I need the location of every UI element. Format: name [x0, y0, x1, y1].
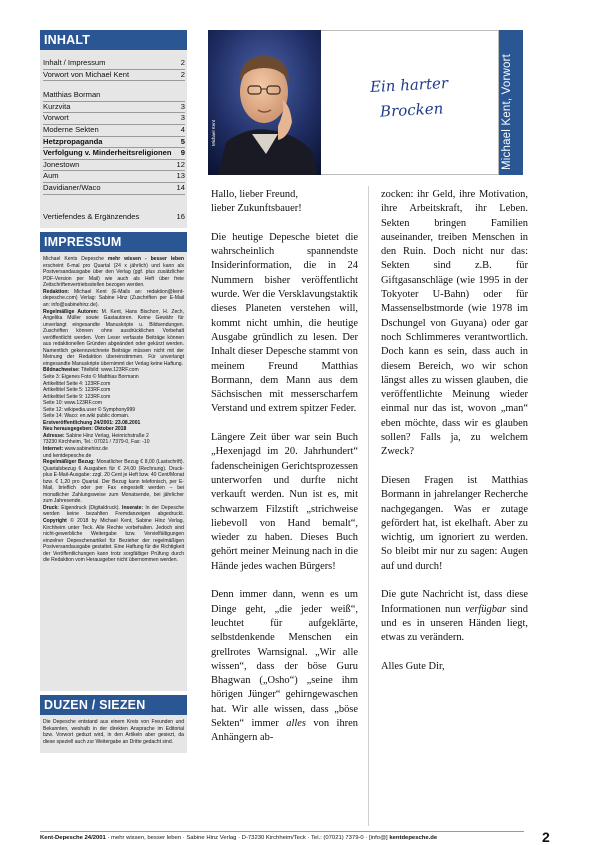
toc-entry	[43, 58, 185, 70]
text-run: www.sabinehinz.de	[63, 445, 108, 452]
impressum-paragraph	[43, 459, 184, 505]
toc-page: 2	[180, 58, 185, 67]
text-run: Artikeltitel Seite 5: 123RF.com	[43, 387, 111, 394]
toc-page: 4	[180, 124, 185, 134]
text-run: Neu herausgegeben: Oktober 2018	[43, 426, 127, 433]
toc-title: Verfolgung v. Minderheitsreligionen	[43, 148, 172, 158]
toc-page: 14	[176, 182, 185, 192]
body-paragraph	[211, 231, 358, 417]
body-paragraph	[211, 188, 358, 217]
text-run: Druck:	[43, 504, 59, 511]
inhalt-heading: INHALT	[40, 30, 187, 50]
toc-title: Moderne Sekten	[43, 124, 99, 134]
text-run: M. Kent, Hans Bischorr, H. Zech, Angelika Müller sowie Gastautoren. Keine Gewähr für unverlangt eingesandte Manuskripte u. Bildsendungen. Zuschriften können ohne ausdrücklichen Vorbehalt veröffentlicht werden. Vom Leser verfasste Beiträge können aus redaktionellen Gründen abgeändert oder gekürzt werden. Namentlich gekennzeichnete Beiträge müssen nicht mit der Meinung der Redaktion übereinstimmen. Für unverlangt eingesandte Manuskripte übernimmt der Verlag keine Haftung.	[43, 308, 184, 367]
text-run: Copyright	[43, 518, 67, 524]
body-column-1	[211, 188, 358, 746]
text-run: Redaktion:	[43, 288, 70, 295]
toc-entry	[43, 137, 185, 149]
impressum-paragraph	[43, 309, 184, 368]
text-run: Seite 3: Eigenes Foto © Matthias Bormann	[43, 373, 139, 380]
sidebar	[40, 30, 187, 753]
toc-entry	[43, 212, 185, 223]
toc-title: Matthias Borman	[43, 90, 101, 100]
toc-spacer	[43, 81, 185, 90]
table-of-contents	[40, 50, 187, 228]
body-paragraph	[381, 188, 528, 460]
author-photo	[208, 30, 321, 175]
body-column-2	[381, 188, 528, 674]
text-run: und kentdepesche.de	[43, 452, 92, 459]
text-run: Sabine Hinz Verlag, Heinrichstraße 2	[64, 432, 149, 439]
text-run: Monatlicher Bezug € 8,00 (Lastschrift). Quartalsbezug 6 Ausgaben für € 24,00 (Rechnung). Druck- plus E-Mail-Ausgabe: zzgl. 20 Cent je Heft bzw. 40 Cent/Monat bzw. € 1,20 pro Quartal. Der Bezug kann telefonisch, per E-Mail, brieflich oder per Fax eingestellt werden – bei monatlicher Zahlungsweise zum Monatsende, bei jährlicher zum Jahresende.	[43, 459, 184, 505]
toc-title: Davidianer/Waco	[43, 182, 101, 192]
text-run: © 2018 by Michael Kent, Sabine Hinz Verlag, Kirchheim unter Teck. Alle Rechte vorbehalten. Jedoch sind nicht-gewerbliche Weitergabe bzw. Vervielfältigungen einzelner Depeschenartikel für Bezieher der regelmäßigen Postversandausgabe gestattet. Eine Haftung für die Richtigkeit der Veröffentlichungen kann trotz sorgfältiger Prüfung durch die Redaktion vom Herausgeber nicht übernommen werden.	[43, 518, 184, 564]
toc-page: 2	[180, 69, 185, 79]
toc-title: Vorwort von Michael Kent	[43, 69, 130, 79]
text-run: Titelbild: www.123RF.com	[79, 367, 139, 374]
text-run: Längere Zeit über war sein Buch „Hexenjagd im 20. Jahrhundert“ fadenscheinigen Gerichtsprozessen unterworfen und durfte nicht verkauft werden. Nun ist es, mit schwarzem Filzstift „strichweise liebevoll von Hand bemalt“, wieder zu haben. Dieses Buch gehört meiner Meinung nach in die Hände jedes wachen Bürgers!	[211, 432, 358, 572]
headline-line-2: Brocken	[379, 99, 444, 121]
toc-page: 16	[176, 211, 185, 221]
toc-title: Vorwort	[43, 113, 69, 123]
text-run: Regelmäßiger Bezug:	[43, 459, 95, 466]
toc-title: Inhalt / Impressum	[43, 58, 106, 67]
toc-entry	[43, 160, 185, 172]
toc-page: 9	[180, 148, 185, 158]
headline-line-1: Ein harter	[369, 73, 449, 97]
duzen-paragraph: Die Depesche entstand aus einem Kreis von Freunden und Bekannten, weshalb in der direkten Ansprache im Editorial bzw. Vorwort geduzt wird, in den Artikeln aber gesiezt, da diese speziell auch zur Weitergabe an Dritte gedacht sind.	[43, 719, 184, 745]
toc-title: Jonestown	[43, 159, 80, 169]
toc-entry	[43, 171, 185, 183]
toc-entry	[43, 125, 185, 137]
text-run: Eigendruck (Digitaldruck).	[59, 504, 123, 511]
duzen-heading: DUZEN / SIEZEN	[40, 695, 187, 715]
text-run: Regelmäßige Autoren:	[43, 308, 99, 315]
text-run: erscheint 6-mal pro Quartal (24 x jährlich) und kann als Postversandausgabe über den Verlag (ggf. plus zusätzlicher PDF-Version per Mail) wie auch als Heft über freie Zeitschriftenvertriebsstellen bezogen werden.	[43, 262, 184, 289]
text-run: Artikeltitel Seite 9: 123RF.com	[43, 393, 111, 400]
toc-entry	[43, 148, 185, 160]
toc-page: 12	[176, 159, 185, 169]
text-run: alles	[286, 717, 306, 729]
text-run: mehr wissen - besser leben	[107, 256, 185, 263]
footer-info: · mehr wissen, besser leben · Sabine Hinz Verlag · D-73230 Kirchheim/Teck · Tel.: (07021) 7379-0 · [info@]	[105, 835, 390, 841]
text-run: Seite 10: www.123RF.com	[43, 400, 102, 407]
text-run: Michael Kents Depesche	[43, 256, 108, 263]
text-run: Inserate:	[122, 504, 144, 511]
text-run: Seite 12: wikipedia.user © Symphony999	[43, 406, 136, 413]
text-run: Diesen Fragen ist Matthias Bormann in jahrelanger Recherche nachgegangen. Was er zutage gefördert hat, ist ekelhaft. Aber zu wichtig, um ignoriert zu werden. So bleibt mir nur zu sagen: Augen auf und durch!	[381, 474, 528, 572]
toc-entry	[43, 70, 185, 82]
body-paragraph	[381, 660, 528, 674]
impressum-heading: IMPRESSUM	[40, 232, 187, 252]
body-paragraph	[381, 588, 528, 645]
text-run: Bildnachweise:	[43, 367, 80, 374]
text-run: Erstveröffentlichung 24/2001: 23.08.2001	[43, 419, 141, 426]
text-run: Artikeltitel Seite 4: 123RF.com	[43, 380, 111, 387]
footer-domain: kentdepesche.de	[389, 835, 438, 841]
text-run: lieber Zukunftsbauer!	[211, 203, 302, 215]
toc-spacer	[43, 195, 185, 212]
text-run: Denn immer dann, wenn es um Dinge geht, „die jeder weiß“, leuchtet für aufgeklärte, selbstdenkende Menschen ein grellrotes Warnsignal. „Wir alle wissen“, dass der böse Guru Bhagwan („Osho“) „seine ihm hörigen Jünger“ gehirngewaschen hat. Wir alle wissen, dass „böse Sekten“ immer	[211, 589, 358, 729]
impressum-text	[40, 252, 187, 691]
text-run: Alles Gute Dir,	[381, 660, 445, 672]
text-run: sind und es in unseren Händen liegt, etwas zu verändern.	[381, 603, 528, 644]
footer	[40, 835, 524, 841]
toc-title: Kurzvita	[43, 101, 71, 111]
body-paragraph	[381, 474, 528, 574]
text-run: In der Depesche werden keine bezahlten Fremdanzeigen abgedruckt.	[43, 504, 184, 518]
toc-title: Hetzpropaganda	[43, 136, 103, 146]
text-run: Die gute Nachricht ist, dass diese Informationen nun	[381, 589, 528, 615]
text-run: 73230 Kirchheim, Tel.: 07021 / 7379-0, Fax: -10	[43, 439, 150, 446]
body-paragraph	[211, 431, 358, 574]
toc-entry	[43, 113, 185, 125]
toc-entry	[43, 102, 185, 114]
page-number: 2	[542, 829, 550, 845]
toc-title: Aum	[43, 171, 59, 181]
toc-page: 3	[180, 113, 185, 123]
text-run: Seite 14: Waco: en.wiki public domain.	[43, 413, 130, 420]
toc-title: Vertiefendes & Ergänzendes	[43, 211, 140, 221]
column-divider	[368, 186, 369, 826]
toc-page: 13	[176, 171, 185, 181]
text-run: verfügbar	[465, 603, 507, 615]
text-run: Michael Kent (E-Mails an: redaktion@kent-depesche.com) Verlag: Sabine Hinz (Zuschriften per E-Mail an: info@sabinehinz.de).	[43, 288, 184, 308]
toc-page: 3	[180, 101, 185, 111]
portrait-illustration	[208, 30, 321, 175]
toc-entry	[43, 90, 185, 102]
impressum-paragraph	[43, 256, 184, 289]
photo-credit: Michael Kent	[211, 119, 216, 146]
toc-page: 5	[180, 136, 185, 146]
text-run: Hallo, lieber Freund,	[211, 189, 298, 200]
duzen-text	[40, 715, 187, 753]
text-run: Die heutige Depesche bietet die wahrscheinlich spannendste Insiderinformation, die in 24 Nummern bisher veröffentlicht wurde. Wer die Versklavungstaktik dieses Planeten verstehen will, kommt nicht umhin, die heutige Ausgabe gründlich zu lesen. Der Inhalt dieser Depesche stammt von meinem Freund Matthias Bormann, dem Mann aus dem Sächsischen mit messerscharfem Verstand und extrem spitzer Feder.	[211, 231, 358, 415]
impressum-paragraph	[43, 505, 184, 564]
text-run: Adresse:	[43, 432, 65, 439]
text-run: zocken: ihr Geld, ihre Motivation, ihre Arbeitskraft, ihr Leben. Sekten bringen Familien auseinander, treiben Menschen in den Ruin. Doch nicht nur das: Sekten sind z.B. für Giftgasanschläge (wie 1995 in der Tokyoter U-Bahn) oder für Massenselbstmorde (wie 1978 im Dschungel von Guyana) oder gar noch Schlimmeres verantwortlich. Doch kann es sein, dass auch in diesem Bereich, wo wir schon längst alles zu wissen glauben, die veröffentlichte Meinung wieder einmal nur das ist, wovon „man“ eben möchte, dass wir es glauben sollen? Falls ja, zu welchem Zweck?	[381, 189, 528, 458]
text-run: Internet:	[43, 445, 64, 452]
footer-issue: Kent-Depesche 24/2001	[40, 835, 106, 841]
footer-rule	[40, 831, 524, 832]
body-paragraph	[211, 588, 358, 745]
text-run: von ihren Anhängern ab-	[211, 717, 358, 744]
toc-entry	[43, 183, 185, 195]
section-label: Michael Kent, Vorwort	[501, 53, 513, 170]
impressum-paragraph	[43, 289, 184, 309]
